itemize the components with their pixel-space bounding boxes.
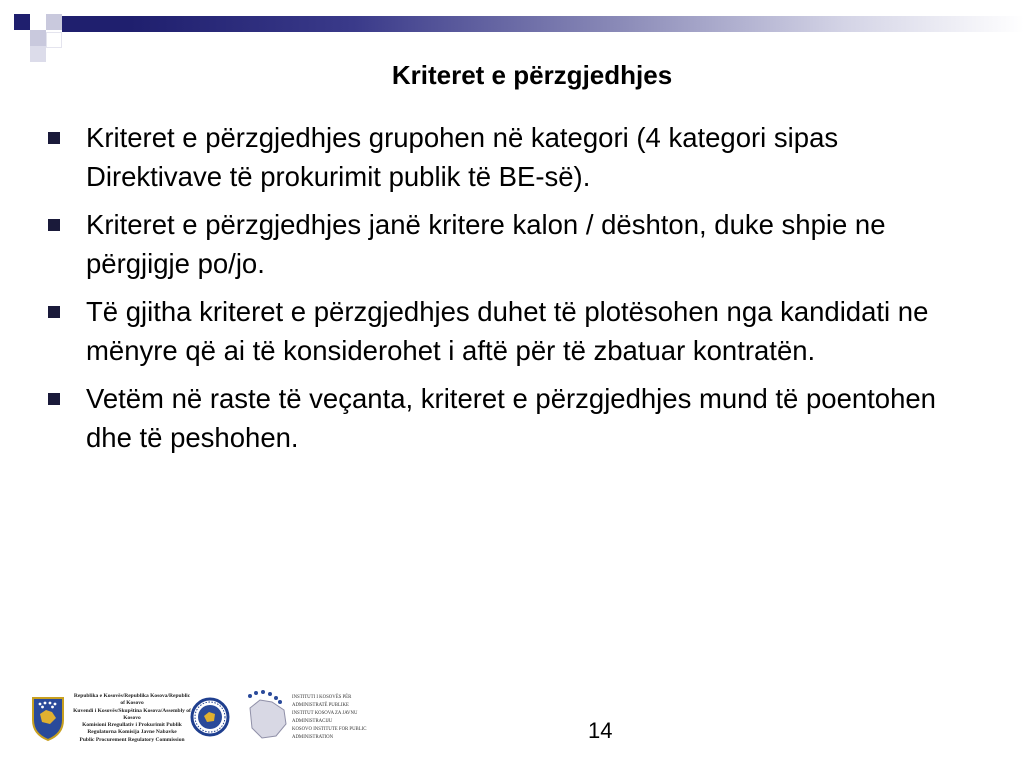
bullet-item: [48, 379, 978, 457]
bullet-text: Vetëm në raste të veçanta, kriteret e përzgjedhjes mund të poentohen dhe të peshohen.: [86, 383, 936, 453]
institute-name-block: [292, 694, 372, 742]
institute-line: KOSOVO INSTITUTE FOR PUBLIC ADMINISTRATION: [292, 727, 367, 740]
bullet-item: [48, 292, 978, 370]
bullet-item: [48, 205, 978, 283]
square-bullet-icon: [48, 306, 60, 318]
institute-line: INSTITUT KOSOVA ZA JAVNU ADMINISTRACIJU: [292, 711, 358, 724]
bullet-list: [48, 118, 978, 466]
org-line: Komisioni Rregullativ i Prokurimit Publik: [82, 722, 182, 729]
header-gradient-bar: [130, 16, 1024, 32]
square-bullet-icon: [48, 393, 60, 405]
org-line: Regulatorna Komisija Javne Nabavke: [87, 729, 177, 736]
bullet-text: Kriteret e përzgjedhjes janë kritere kalon / dështon, duke shpie ne përgjigje po/jo.: [86, 209, 886, 279]
square-bullet-icon: [48, 219, 60, 231]
corner-square-dark-2: [62, 16, 78, 32]
square-bullet-icon: [48, 132, 60, 144]
corner-square-dark: [14, 14, 30, 30]
org-line: Public Procurement Regulatory Commission: [79, 736, 185, 743]
bullet-text: Të gjitha kriteret e përzgjedhjes duhet të plotësohen nga kandidati ne mënyre që ai të konsiderohet i aftë për të zbatuar kontratën.: [86, 296, 929, 366]
kosovo-coat-of-arms-icon: [30, 694, 66, 742]
commission-seal-icon: [190, 694, 230, 740]
org-line: Republika e Kosovës/Republika Kosova/Republic of Kosovo: [73, 693, 191, 707]
page-number: 14: [588, 718, 613, 743]
org-name-block: [72, 693, 192, 744]
institute-line: INSTITUTI I KOSOVËS PËR ADMINISTRATË PUBLIKE: [292, 695, 352, 708]
slide-title: Kriteret e përzgjedhjes: [391, 60, 673, 90]
corner-square-navy: [78, 16, 130, 32]
corner-square-mid: [46, 14, 62, 30]
bullet-text: Kriteret e përzgjedhjes grupohen në kategori (4 kategori sipas Direktivave të prokurimit publik të BE-së).: [86, 122, 839, 192]
corner-square-white: [46, 32, 62, 48]
corner-square-light: [30, 30, 46, 46]
kosovo-map-logo-icon: [244, 688, 292, 742]
org-line: Kuvendi i Kosovës/Skupština Kosova/Assembly of Kosovo: [73, 707, 191, 721]
bullet-item: [48, 118, 978, 196]
